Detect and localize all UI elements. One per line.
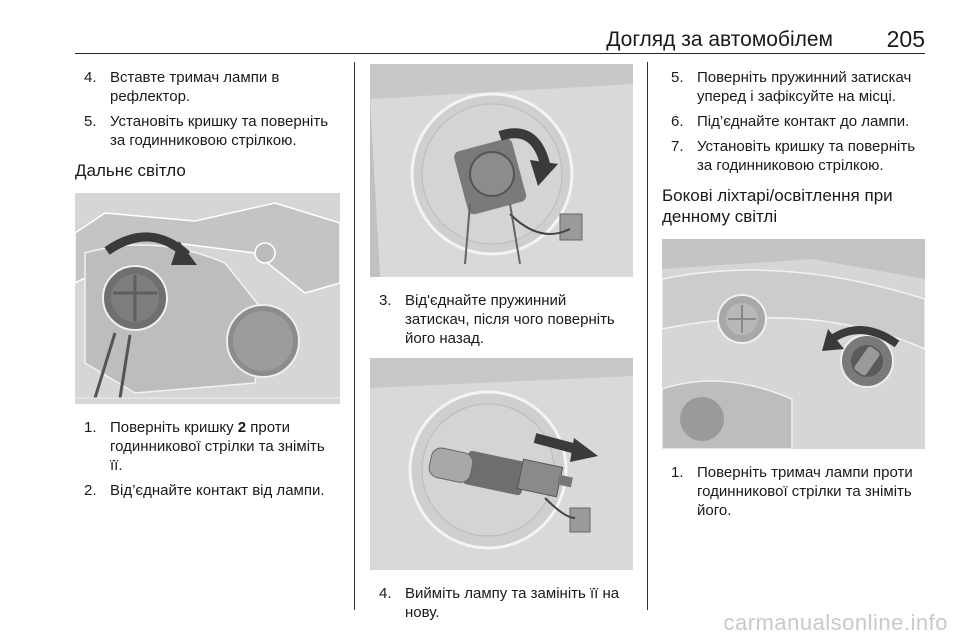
step-text: Під’єднайте контакт до лампи.	[697, 113, 910, 130]
step-item	[662, 68, 925, 106]
step-item	[370, 584, 633, 622]
step-number: 1.	[84, 419, 97, 436]
figure-high-beam-cover	[75, 193, 340, 404]
step-text: Вставте тримач лампи в рефлектор.	[110, 69, 280, 105]
step-text: Від'єднайте пружинний затискач, після чого поверніть його назад.	[405, 292, 615, 347]
step-item	[662, 112, 925, 131]
step-number: 6.	[671, 113, 684, 130]
step-text: Поверніть пружинний затискач уперед і зафіксуйте на місці.	[697, 69, 912, 105]
step-text: Вийміть лампу та замініть її на нову.	[405, 585, 620, 621]
illustration-side-lamp	[662, 239, 925, 449]
column-right	[662, 68, 925, 526]
step-number: 4.	[84, 69, 97, 86]
page-title: Догляд за автомобілем	[606, 28, 833, 51]
step-item	[370, 291, 633, 348]
step-item	[662, 137, 925, 175]
column-divider	[647, 62, 648, 610]
column-middle	[370, 64, 633, 628]
step-text: Установіть кришку та поверніть за годинниковою стрілкою.	[110, 113, 329, 149]
illustration-lamp-socket	[370, 64, 633, 277]
step-number: 7.	[671, 138, 684, 155]
watermark: carmanualsonline.info	[723, 610, 948, 635]
step-text: Поверніть кришку 2 проти годинникової стрілки та зніміть її.	[110, 419, 325, 474]
step-text: Установіть кришку та поверніть за годинниковою стрілкою.	[697, 138, 916, 174]
step-item	[75, 418, 340, 475]
step-number: 3.	[379, 292, 392, 309]
figure-side-light	[662, 239, 925, 449]
step-text: Від’єднайте контакт від лампи.	[110, 482, 325, 499]
section-title-side-lights: Бокові ліхтарі/освітлення при денному світлі	[662, 186, 893, 226]
page-header	[75, 20, 925, 54]
step-number: 5.	[671, 69, 684, 86]
step-item	[662, 463, 925, 520]
figure-bulb-removal	[370, 358, 633, 570]
step-item	[75, 112, 340, 150]
step-number: 4.	[379, 585, 392, 602]
illustration-bulb	[370, 358, 633, 570]
illustration-headlamp-cover	[75, 193, 340, 404]
step-item	[75, 481, 340, 500]
figure-spring-clip	[370, 64, 633, 277]
step-number: 1.	[671, 464, 684, 481]
step-number: 2.	[84, 482, 97, 499]
column-left	[75, 68, 340, 506]
section-title-high-beam: Дальнє світло	[75, 161, 186, 180]
column-divider	[354, 62, 355, 610]
step-number: 5.	[84, 113, 97, 130]
step-text: Поверніть тримач лампи проти годинникової стрілки та зніміть його.	[697, 464, 913, 519]
page-number: 205	[886, 26, 925, 52]
step-item	[75, 68, 340, 106]
